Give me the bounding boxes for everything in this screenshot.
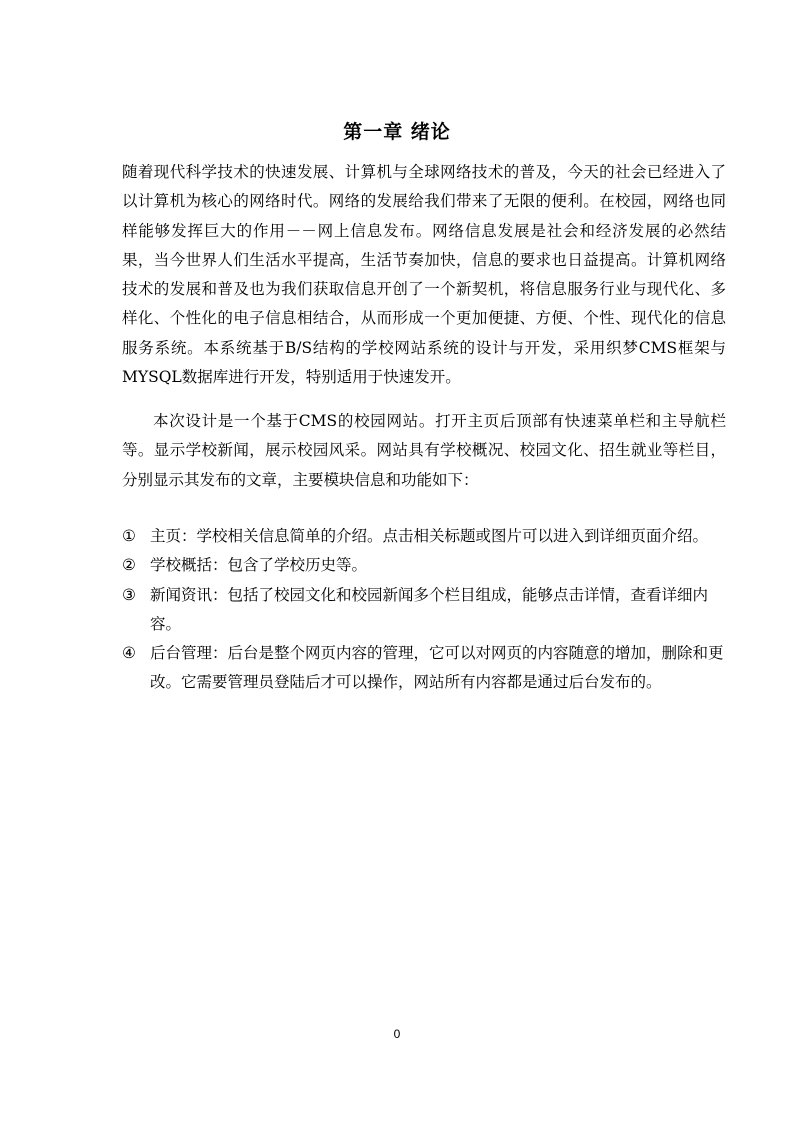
list-marker: ①	[122, 527, 136, 545]
chapter-title: 第一章 绪论	[343, 121, 451, 143]
page-number: 0	[393, 1027, 401, 1041]
list-marker: ②	[122, 556, 136, 575]
list-item	[122, 551, 734, 580]
list-marker: ③	[122, 585, 136, 604]
design-paragraph: 本次设计是一个基于CMS的校园网站。打开主页后顶部有快速菜单栏和主导航栏等。显示学校新闻，展示校园风采。网站具有学校概况、校园文化、招生就业等栏目，分别显示其发布的文章，主要模块信息和功能如下：	[122, 412, 726, 489]
list-item	[122, 522, 734, 551]
list-item-text: 主页：学校相关信息简单的介绍。点击相关标题或图片可以进入到详细页面介绍。	[150, 527, 709, 545]
list-item-text: 后台管理：后台是整个网页内容的管理，它可以对网页的内容随意的增加，删除和更改。它需要管理员登陆后才可以操作，网站所有内容都是通过后台发布的。	[150, 644, 724, 692]
intro-paragraph: 随着现代科学技术的快速发展、计算机与全球网络技术的普及，今天的社会已经进入了以计算机为核心的网络时代。网络的发展给我们带来了无限的便利。在校园，网络也同样能够发挥巨大的作用－－网上信息发布。网络信息发展是社会和经济发展的必然结果，当今世界人们生活水平提高，生活节奏加快，信息的要求也日益提高。计算机网络技术的发展和普及也为我们获取信息开创了一个新契机，将信息服务行业与现代化、多样化、个性化的电子信息相结合，从而形成一个更加便捷、方便、个性、现代化的信息服务系统。本系统基于B/S结构的学校网站系统的设计与开发，采用织梦CMS框架与MYSQL数据库进行开发，特别适用于快速发开。	[122, 163, 726, 387]
list-item	[122, 581, 734, 640]
list-item-text: 新闻资讯：包括了校园文化和校园新闻多个栏目组成，能够点击详情，查看详细内容。	[150, 585, 709, 633]
list-item-text: 学校概括：包含了学校历史等。	[150, 556, 368, 575]
module-list	[122, 522, 734, 698]
list-marker: ④	[122, 644, 136, 663]
list-item	[122, 639, 734, 698]
